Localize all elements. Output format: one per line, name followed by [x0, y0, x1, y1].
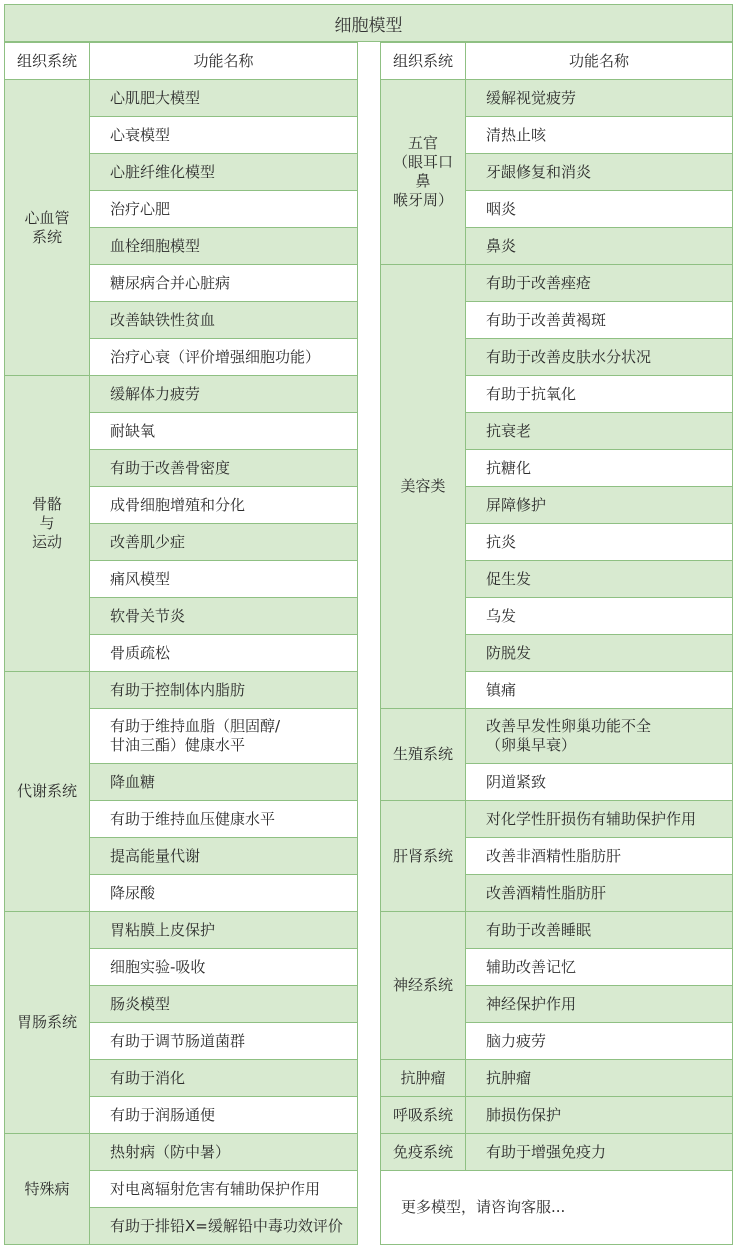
right-function-item-text: 改善早发性卵巢功能不全 （卵巢早衰） — [486, 717, 652, 754]
left-function-item — [89, 264, 358, 302]
right-function-item — [465, 1022, 733, 1060]
left-function-item-text: 治疗心肥 — [110, 199, 171, 218]
right-function-item — [465, 1059, 733, 1097]
more-models-text: 更多模型，请咨询客服... — [401, 1198, 566, 1216]
left-function-item-text: 有助于润肠通便 — [110, 1105, 216, 1124]
left-function-item-text: 对电离辐射危害有辅助保护作用 — [110, 1179, 321, 1198]
right-function-item-text: 抗肿瘤 — [486, 1068, 532, 1087]
right-system-group — [380, 708, 466, 801]
right-system-group-text: 神经系统 — [392, 976, 453, 994]
left-system-group — [4, 79, 90, 376]
left-system-group — [4, 375, 90, 672]
right-function-item — [465, 634, 733, 672]
left-function-item-text: 有助于维持血脂（胆固醇/ 甘油三酯）健康水平 — [110, 717, 281, 754]
left-function-item-text: 骨质疏松 — [110, 643, 171, 662]
left-header-function: 功能名称 — [89, 42, 358, 80]
right-function-item-text: 镇痛 — [486, 680, 517, 699]
left-function-item — [89, 800, 358, 838]
left-function-item — [89, 1207, 358, 1245]
left-function-item-text: 有助于维持血压健康水平 — [110, 809, 276, 828]
right-function-item-text: 对化学性肝损伤有辅助保护作用 — [486, 809, 697, 828]
left-function-item-text: 血栓细胞模型 — [110, 236, 201, 255]
right-function-item — [465, 837, 733, 875]
right-function-item — [465, 486, 733, 524]
right-system-group — [380, 800, 466, 912]
left-function-item — [89, 523, 358, 561]
right-system-group — [380, 1096, 466, 1134]
left-function-item-text: 软骨关节炎 — [110, 606, 186, 625]
left-function-item-text: 治疗心衰（评价增强细胞功能） — [110, 347, 321, 366]
right-function-item — [465, 375, 733, 413]
right-function-item-text: 抗糖化 — [486, 458, 532, 477]
right-function-item-text: 屏障修护 — [486, 495, 547, 514]
left-system-group-text: 骨骼 与 运动 — [31, 495, 62, 551]
right-header-system: 组织系统 — [380, 42, 466, 80]
right-function-item — [465, 301, 733, 339]
left-function-item-text: 有助于排铅X=缓解铅中毒功效评价 — [110, 1216, 343, 1235]
right-function-item — [465, 116, 733, 154]
right-function-item — [465, 153, 733, 191]
left-function-item — [89, 634, 358, 672]
right-function-item-text: 牙龈修复和消炎 — [486, 162, 592, 181]
left-function-item — [89, 560, 358, 598]
left-function-item — [89, 597, 358, 635]
left-system-group — [4, 911, 90, 1134]
right-system-group-text: 生殖系统 — [392, 745, 453, 763]
left-function-item — [89, 985, 358, 1023]
left-function-item — [89, 1059, 358, 1097]
left-function-item — [89, 412, 358, 450]
left-function-item-text: 细胞实验-吸收 — [110, 957, 206, 976]
right-function-item — [465, 338, 733, 376]
left-function-item — [89, 227, 358, 265]
left-function-item — [89, 301, 358, 339]
right-function-item — [465, 985, 733, 1023]
right-function-item-text: 有助于抗氧化 — [486, 384, 577, 403]
right-function-item-text: 抗炎 — [486, 532, 517, 551]
right-function-item-text: 脑力疲劳 — [486, 1031, 547, 1050]
right-function-item — [465, 874, 733, 912]
left-function-item-text: 痛风模型 — [110, 569, 171, 588]
left-function-item — [89, 486, 358, 524]
left-function-item — [89, 338, 358, 376]
right-function-item — [465, 800, 733, 838]
left-function-item — [89, 671, 358, 709]
left-function-item — [89, 153, 358, 191]
right-system-group — [380, 1059, 466, 1097]
right-system-group-text: 美容类 — [400, 477, 446, 495]
right-function-item — [465, 1096, 733, 1134]
right-function-item-text: 有助于改善痤疮 — [486, 273, 592, 292]
right-function-item — [465, 449, 733, 487]
left-function-item-text: 胃粘膜上皮保护 — [110, 920, 216, 939]
right-function-item-text: 辅助改善记忆 — [486, 957, 577, 976]
left-function-item — [89, 1133, 358, 1171]
right-function-item-text: 有助于增强免疫力 — [486, 1142, 607, 1161]
right-function-item — [465, 911, 733, 949]
right-function-item-text: 阴道紧致 — [486, 772, 547, 791]
right-function-item-text: 肺损伤保护 — [486, 1105, 562, 1124]
right-function-item-text: 鼻炎 — [486, 236, 517, 255]
left-function-item-text: 改善肌少症 — [110, 532, 186, 551]
right-system-group — [380, 1133, 466, 1171]
right-function-item — [465, 708, 733, 764]
right-function-item-text: 促生发 — [486, 569, 532, 588]
left-function-item — [89, 874, 358, 912]
right-function-item — [465, 671, 733, 709]
left-function-item-text: 心脏纤维化模型 — [110, 162, 216, 181]
right-function-item — [465, 227, 733, 265]
left-function-item-text: 降尿酸 — [110, 883, 156, 902]
right-function-item-text: 清热止咳 — [486, 125, 547, 144]
right-function-item — [465, 560, 733, 598]
left-function-item-text: 耐缺氧 — [110, 421, 156, 440]
right-system-group — [380, 911, 466, 1060]
left-function-item-text: 有助于调节肠道菌群 — [110, 1031, 246, 1050]
left-system-group — [4, 671, 90, 912]
right-system-group — [380, 79, 466, 265]
left-function-item-text: 热射病（防中暑） — [110, 1142, 231, 1161]
left-header-system: 组织系统 — [4, 42, 90, 80]
right-function-item — [465, 264, 733, 302]
left-function-item — [89, 190, 358, 228]
right-function-item — [465, 412, 733, 450]
left-function-item — [89, 79, 358, 117]
left-function-item — [89, 449, 358, 487]
left-function-item — [89, 1170, 358, 1208]
right-function-item-text: 有助于改善黄褐斑 — [486, 310, 607, 329]
table-title: 细胞模型 — [4, 4, 733, 42]
left-function-item-text: 成骨细胞增殖和分化 — [110, 495, 246, 514]
right-function-item-text: 有助于改善睡眠 — [486, 920, 592, 939]
right-system-group — [380, 264, 466, 709]
right-header-function: 功能名称 — [465, 42, 733, 80]
more-models-note — [380, 1170, 733, 1245]
left-function-item-text: 心衰模型 — [110, 125, 171, 144]
left-function-item — [89, 1096, 358, 1134]
right-system-group-text: 五官 （眼耳口 鼻 喉牙周） — [392, 134, 453, 209]
left-function-item-text: 糖尿病合并心脏病 — [110, 273, 231, 292]
right-function-item-text: 乌发 — [486, 606, 517, 625]
left-function-item-text: 缓解体力疲劳 — [110, 384, 201, 403]
right-function-item — [465, 523, 733, 561]
right-function-item — [465, 597, 733, 635]
right-function-item — [465, 190, 733, 228]
left-function-item — [89, 1022, 358, 1060]
left-function-item — [89, 911, 358, 949]
right-system-group-text: 抗肿瘤 — [400, 1068, 446, 1087]
left-system-group-text: 代谢系统 — [16, 782, 77, 800]
left-function-item — [89, 948, 358, 986]
left-function-item-text: 有助于改善骨密度 — [110, 458, 231, 477]
left-function-item-text: 有助于控制体内脂肪 — [110, 680, 246, 699]
left-function-item-text: 肠炎模型 — [110, 994, 171, 1013]
right-function-item-text: 缓解视觉疲劳 — [486, 88, 577, 107]
left-system-group-text: 胃肠系统 — [16, 1013, 77, 1031]
right-function-item-text: 防脱发 — [486, 643, 532, 662]
right-function-item-text: 改善酒精性脂肪肝 — [486, 883, 607, 902]
right-function-item-text: 神经保护作用 — [486, 994, 577, 1013]
left-function-item-text: 改善缺铁性贫血 — [110, 310, 216, 329]
right-system-group-text: 呼吸系统 — [392, 1105, 453, 1124]
right-function-item — [465, 79, 733, 117]
right-function-item-text: 有助于改善皮肤水分状况 — [486, 347, 652, 366]
left-system-group-text: 心血管 系统 — [24, 208, 70, 246]
left-function-item — [89, 708, 358, 764]
right-function-item-text: 改善非酒精性脂肪肝 — [486, 846, 622, 865]
right-system-group-text: 肝肾系统 — [392, 846, 453, 865]
left-system-group-text: 特殊病 — [24, 1179, 70, 1198]
right-function-item-text: 咽炎 — [486, 199, 517, 218]
left-function-item-text: 心肌肥大模型 — [110, 88, 201, 107]
right-function-item-text: 抗衰老 — [486, 421, 532, 440]
left-function-item-text: 提高能量代谢 — [110, 846, 201, 865]
right-function-item — [465, 948, 733, 986]
right-function-item — [465, 763, 733, 801]
left-function-item-text: 有助于消化 — [110, 1068, 186, 1087]
left-function-item — [89, 375, 358, 413]
right-system-group-text: 免疫系统 — [392, 1142, 453, 1161]
left-function-item-text: 降血糖 — [110, 772, 156, 791]
left-function-item — [89, 116, 358, 154]
left-function-item — [89, 837, 358, 875]
right-function-item — [465, 1133, 733, 1171]
left-system-group — [4, 1133, 90, 1245]
left-function-item — [89, 763, 358, 801]
